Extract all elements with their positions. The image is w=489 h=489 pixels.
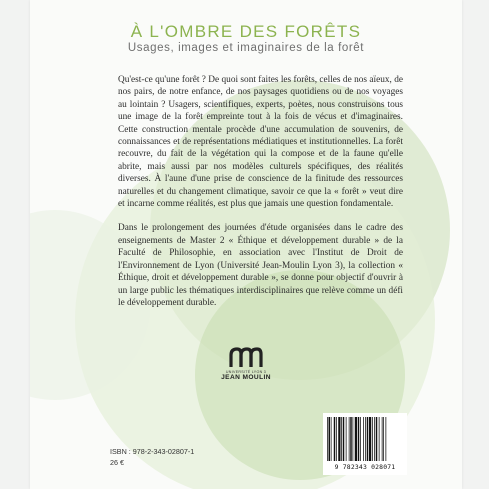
book-subtitle: Usages, images et imaginaires de la forêt xyxy=(127,42,365,54)
blurb-paragraph: Qu'est-ce qu'une forêt ? De quoi sont faites les forêts, celles de nos aïeux, de nos pairs, de notre enfance, de nos paysages quotidiens ou de nos voyages au lointain ? Usagers, scientifiques, experts, poètes, nous construisons tous une image de la forêt empreinte tout à la fois de vécus et d'imaginaires. Cette construction mentale procède d'une accumulation de souvenirs, de connaissances et de représentations médiatiques et institutionnelles. La forêt recouvre, du fait de la végétation qui la compose et de la faune qu'elle abrite, mais aussi par nos modèles culturels spécifiques, des réalités diverses. À l'aune d'une prise de conscience de la finitude des ressources naturelles et du changement climatique, savoir ce que la « forêt » veut dire et incarne comme réalités, est plus que jamais une question fondamentale. xyxy=(118,75,403,210)
blurb-paragraph: Dans le prolongement des journées d'étude organisées dans le cadre des enseignements de Master 2 « Éthique et développement durable » de la Faculté de Philosophie, en association avec l'Institut de Droit de l'Environnement de Lyon (Université Jean-Moulin Lyon 3), la collection « Éthique, droit et développement durable », se donne pour objectif d'ouvrir à un large public les thématiques interdisciplinaires que relève comme un défi le développement durable. xyxy=(118,223,403,308)
logo-tagline: UNIVERSITÉ LYON 3 xyxy=(225,370,267,374)
logo-name: JEAN MOULIN xyxy=(221,374,271,381)
isbn-label: ISBN : 978-2-343-02807-1 xyxy=(110,447,195,456)
book-back-cover xyxy=(30,0,462,489)
barcode-icon xyxy=(326,417,404,461)
barcode xyxy=(323,413,407,475)
publisher-logo xyxy=(218,347,274,381)
blurb xyxy=(118,74,403,321)
university-logo-icon xyxy=(229,347,263,369)
book-title: À L'OMBRE DES FORÊTS xyxy=(130,22,362,41)
barcode-number: 9 782343 028071 xyxy=(334,463,396,471)
price-label: 26 € xyxy=(110,458,124,467)
